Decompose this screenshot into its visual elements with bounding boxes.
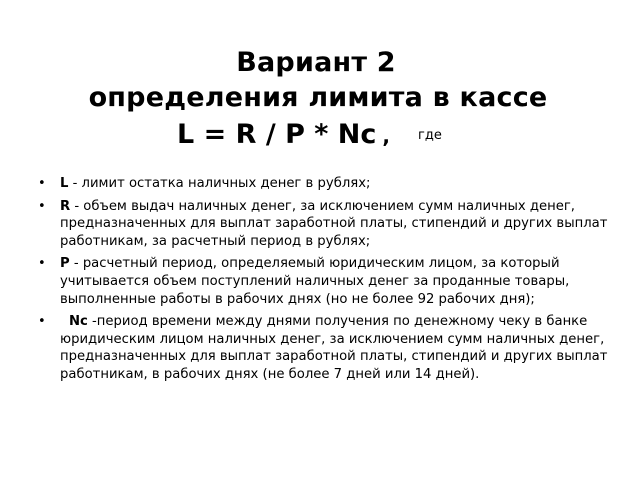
list-item-l	[38, 175, 608, 193]
bullet-icon: •	[38, 198, 46, 214]
formula-row	[177, 118, 442, 152]
definition-list	[38, 175, 608, 389]
definition-nc: -период времени между днями получения по денежному чеку в банке юридическим лицом наличных денег, за исключением сумм наличных денег, предназначенных для выплат заработной платы, стипендий и других выплат работникам, в рабочих днях (не более 7 дней или 14 дней).	[60, 314, 608, 382]
term-nc: Nc	[69, 314, 88, 330]
bullet-icon: •	[38, 176, 46, 191]
definition-p: - расчетный период, определяемый юридическим лицом, за который учитывается объем поступлений наличных денег за проданные товары, выполненные работы в рабочих днях (но не более 92 рабочих дня);	[60, 256, 570, 307]
list-item-nc	[38, 313, 608, 383]
slide-title-line1: Вариант 2	[236, 47, 396, 78]
definition-l: - лимит остатка наличных денег в рублях;	[68, 176, 371, 191]
bullet-icon: •	[38, 314, 46, 330]
bullet-icon: •	[38, 256, 46, 272]
slide-title-line2: определения лимита в кассе	[88, 82, 548, 113]
list-item-p	[38, 255, 608, 308]
formula: L = R / P * Nc	[177, 119, 377, 150]
term-r: R	[60, 198, 71, 214]
formula-comma: ,	[382, 124, 390, 148]
where-label: где	[418, 128, 442, 143]
term-l: L	[60, 176, 69, 191]
definition-r: - объем выдач наличных денег, за исключением сумм наличных денег, предназначенных для выплат заработной платы, стипендий и других выплат работникам, за расчетный период в рублях;	[60, 198, 608, 249]
list-item-r	[38, 198, 608, 251]
term-p: P	[60, 256, 70, 272]
